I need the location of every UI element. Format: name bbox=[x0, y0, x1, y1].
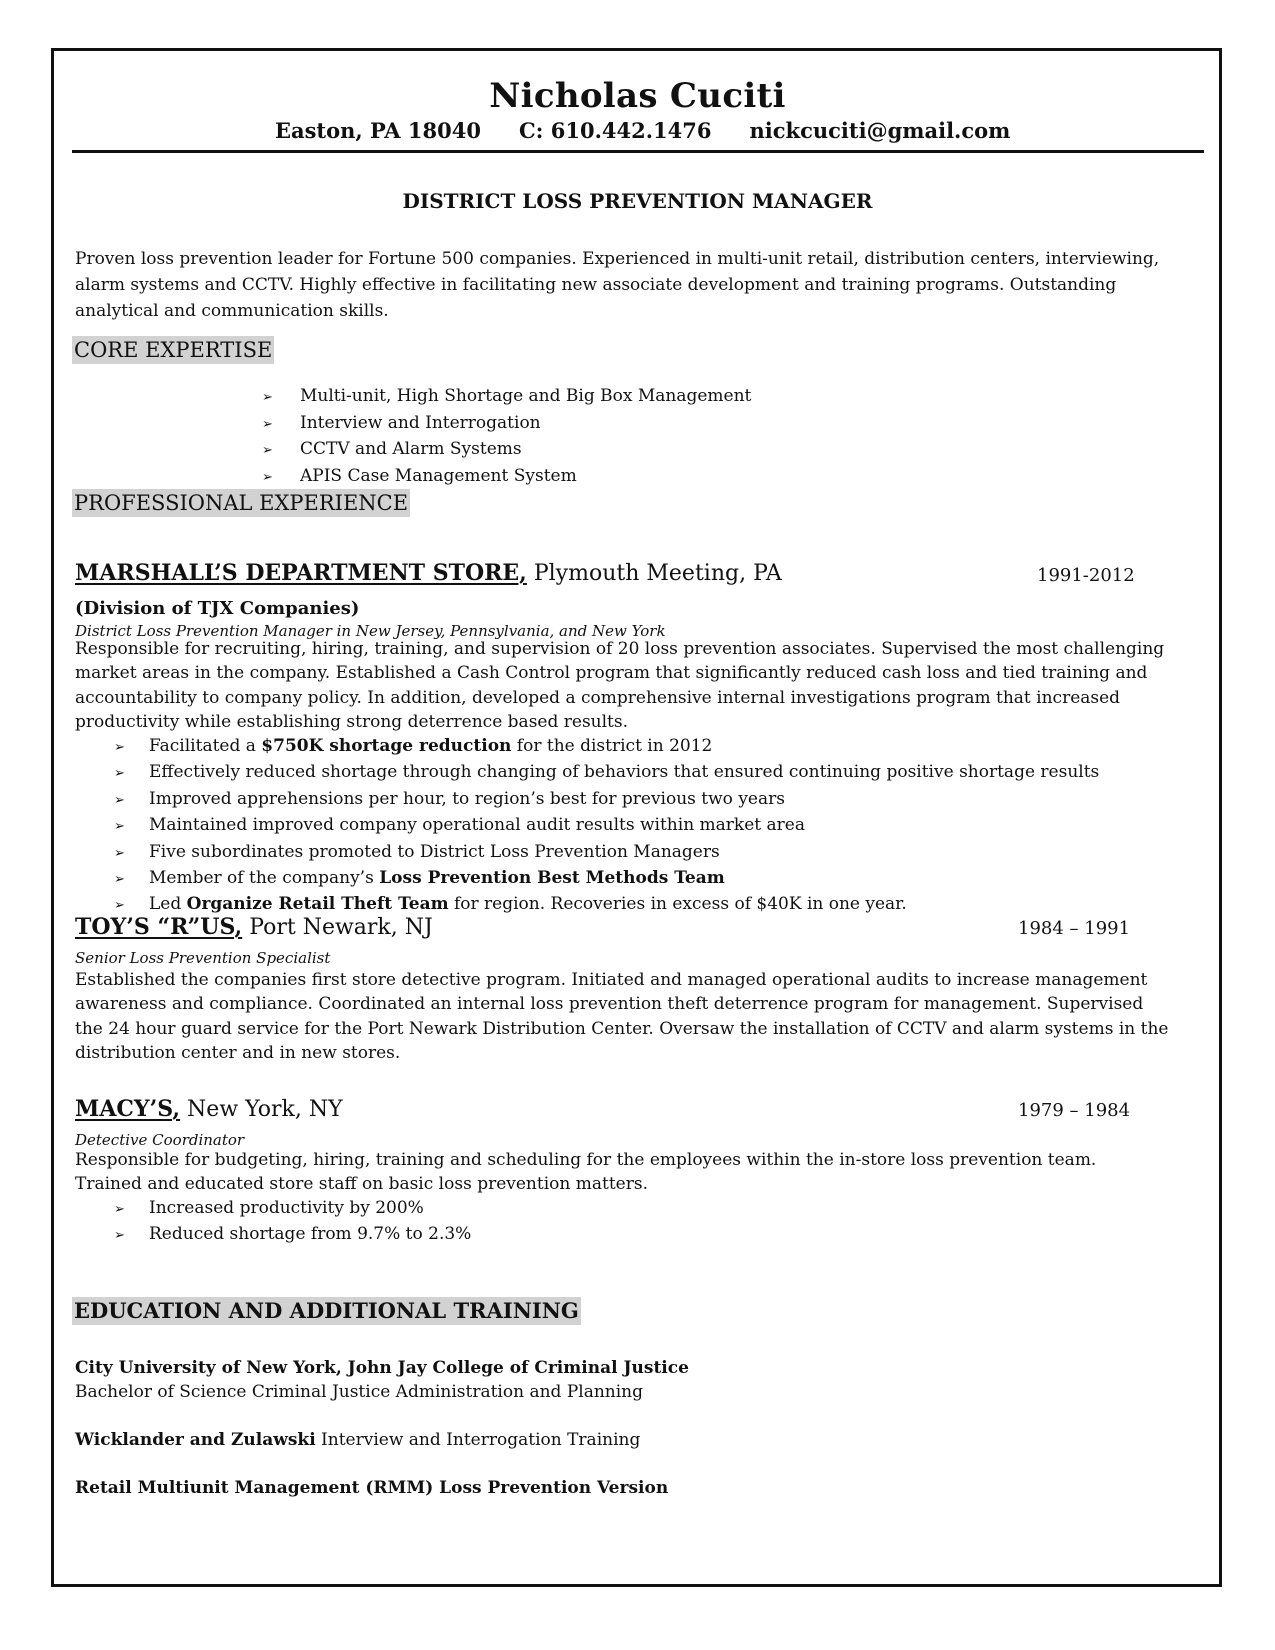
marshalls-description bbox=[75, 637, 1164, 734]
bullet-text: Led bbox=[149, 894, 187, 915]
list-item bbox=[114, 734, 1099, 760]
company-name: MARSHALL’S DEPARTMENT STORE, bbox=[75, 560, 527, 586]
toysrus-company-line bbox=[75, 914, 433, 940]
arrowhead-bullet-icon: ➢ bbox=[262, 469, 273, 485]
arrowhead-bullet-icon: ➢ bbox=[114, 766, 125, 782]
toysrus-description bbox=[75, 968, 1168, 1065]
training-name: Interview and Interrogation Training bbox=[315, 1430, 641, 1450]
experience-heading: PROFESSIONAL EXPERIENCE bbox=[74, 491, 409, 515]
company-name: MACY’S, bbox=[75, 1096, 181, 1122]
toysrus-role: Senior Loss Prevention Specialist bbox=[75, 949, 331, 967]
description-line: accountability to company policy. In addition, developed a comprehensive internal investigations program that increased bbox=[75, 687, 1121, 708]
marshalls-years: 1991-2012 bbox=[1037, 565, 1135, 586]
list-item bbox=[114, 866, 1099, 892]
list-item bbox=[114, 760, 1099, 786]
list-item bbox=[262, 464, 751, 491]
bullet-text: Improved apprehensions per hour, to region’s best for previous two years bbox=[149, 788, 785, 809]
description-line: market areas in the company. Established a Cash Control program that significantly reduced cash loss and tied training and bbox=[75, 663, 1148, 684]
email: nickcuciti@gmail.com bbox=[749, 118, 1011, 143]
arrowhead-bullet-icon: ➢ bbox=[262, 416, 273, 432]
description-line: awareness and compliance. Coordinated an internal loss prevention theft deterrence program for management. Supervised bbox=[75, 994, 1144, 1015]
phone: C: 610.442.1476 bbox=[518, 118, 712, 143]
bullet-text: Increased productivity by 200% bbox=[149, 1198, 424, 1218]
description-line: the 24 hour guard service for the Port Newark Distribution Center. Oversaw the installation of CCTV and alarm systems in the bbox=[75, 1018, 1169, 1039]
education-heading: EDUCATION AND ADDITIONAL TRAINING bbox=[74, 1298, 579, 1323]
list-item-text: Interview and Interrogation bbox=[300, 412, 541, 433]
list-item-text: APIS Case Management System bbox=[300, 465, 577, 486]
arrowhead-bullet-icon: ➢ bbox=[114, 1202, 125, 1217]
description-line: Established the companies first store detective program. Initiated and managed operational audits to increase management bbox=[75, 970, 1148, 990]
bullet-text: Facilitated a bbox=[149, 736, 262, 756]
summary-line: analytical and communication skills. bbox=[75, 301, 389, 321]
arrowhead-bullet-icon: ➢ bbox=[262, 390, 273, 405]
list-item-text: CCTV and Alarm Systems bbox=[300, 439, 522, 459]
contact-line bbox=[275, 118, 1010, 143]
core-expertise-list bbox=[262, 384, 751, 490]
macys-achievements bbox=[114, 1196, 471, 1249]
bullet-bold-text: Organize Retail Theft Team bbox=[186, 894, 449, 915]
bullet-text: Maintained improved company operational audit results within market area bbox=[149, 815, 805, 836]
training-rmm: Retail Multiunit Management (RMM) Loss Prevention Version bbox=[75, 1478, 669, 1498]
company-location: Plymouth Meeting, PA bbox=[526, 561, 782, 586]
toysrus-years: 1984 – 1991 bbox=[1018, 918, 1131, 939]
arrowhead-bullet-icon: ➢ bbox=[114, 792, 125, 808]
description-line: Trained and educated store staff on basic loss prevention matters. bbox=[75, 1174, 648, 1195]
arrowhead-bullet-icon: ➢ bbox=[114, 740, 125, 755]
marshalls-achievements bbox=[114, 734, 1099, 919]
job-title: DISTRICT LOSS PREVENTION MANAGER bbox=[402, 189, 873, 213]
summary bbox=[75, 246, 1205, 324]
description-line: productivity while establishing strong deterrence based results. bbox=[75, 711, 629, 732]
summary-line: alarm systems and CCTV. Highly effective in facilitating new associate development and training programs. Outstanding bbox=[75, 275, 1117, 295]
company-location: Port Newark, NJ bbox=[242, 915, 433, 940]
list-item bbox=[262, 437, 751, 464]
header-divider bbox=[72, 150, 1204, 153]
arrowhead-bullet-icon: ➢ bbox=[114, 845, 125, 861]
division: (Division of TJX Companies) bbox=[75, 598, 360, 619]
macys-role: Detective Coordinator bbox=[75, 1131, 245, 1149]
description-line: distribution center and in new stores. bbox=[75, 1042, 401, 1063]
list-item bbox=[114, 1222, 471, 1248]
summary-line: Proven loss prevention leader for Fortune 500 companies. Experienced in multi-unit retail, distribution centers, interviewing, bbox=[75, 249, 1160, 269]
candidate-name: Nicholas Cuciti bbox=[489, 76, 786, 116]
description-line: Responsible for budgeting, hiring, training and scheduling for the employees within the in-store loss prevention team. bbox=[75, 1150, 1097, 1170]
list-item bbox=[114, 813, 1099, 839]
arrowhead-bullet-icon: ➢ bbox=[262, 443, 273, 458]
arrowhead-bullet-icon: ➢ bbox=[114, 872, 125, 888]
list-item bbox=[114, 787, 1099, 813]
company-name: TOY’S “R”US, bbox=[75, 914, 243, 940]
macys-years: 1979 – 1984 bbox=[1018, 1100, 1131, 1121]
marshalls-company-line bbox=[75, 560, 782, 586]
list-item bbox=[114, 840, 1099, 866]
bullet-text: Effectively reduced shortage through changing of behaviors that ensured continuing positive shortage results bbox=[149, 762, 1100, 783]
bullet-text: for the district in 2012 bbox=[511, 736, 713, 756]
training-provider: Wicklander and Zulawski bbox=[75, 1430, 316, 1450]
description-line: Responsible for recruiting, hiring, training, and supervision of 20 loss prevention associates. Supervised the most challenging bbox=[75, 639, 1165, 659]
company-location: New York, NY bbox=[180, 1097, 343, 1122]
bullet-text: Five subordinates promoted to District Loss Prevention Managers bbox=[149, 841, 720, 862]
core-expertise-heading: CORE EXPERTISE bbox=[74, 338, 273, 362]
list-item bbox=[262, 411, 751, 438]
arrowhead-bullet-icon: ➢ bbox=[114, 898, 125, 914]
school-name: City University of New York, John Jay College of Criminal Justice bbox=[75, 1358, 689, 1378]
bullet-text: Reduced shortage from 9.7% to 2.3% bbox=[149, 1224, 472, 1245]
arrowhead-bullet-icon: ➢ bbox=[114, 1228, 125, 1244]
education-school-block bbox=[75, 1356, 689, 1404]
bullet-bold-text: $750K shortage reduction bbox=[261, 736, 512, 756]
marshalls-role: District Loss Prevention Manager in New Jersey, Pennsylvania, and New York bbox=[75, 622, 666, 640]
macys-company-line bbox=[75, 1096, 343, 1122]
list-item bbox=[114, 1196, 471, 1222]
training-line bbox=[75, 1428, 640, 1452]
bullet-bold-text: Loss Prevention Best Methods Team bbox=[379, 868, 725, 889]
bullet-text: for region. Recoveries in excess of $40K in one year. bbox=[448, 894, 907, 915]
bullet-text: Member of the company’s bbox=[149, 868, 380, 889]
list-item-text: Multi-unit, High Shortage and Big Box Management bbox=[300, 386, 752, 406]
location: Easton, PA 18040 bbox=[275, 118, 481, 143]
list-item bbox=[262, 384, 751, 411]
macys-description bbox=[75, 1148, 1096, 1197]
degree: Bachelor of Science Criminal Justice Administration and Planning bbox=[75, 1382, 644, 1402]
arrowhead-bullet-icon: ➢ bbox=[114, 819, 125, 835]
